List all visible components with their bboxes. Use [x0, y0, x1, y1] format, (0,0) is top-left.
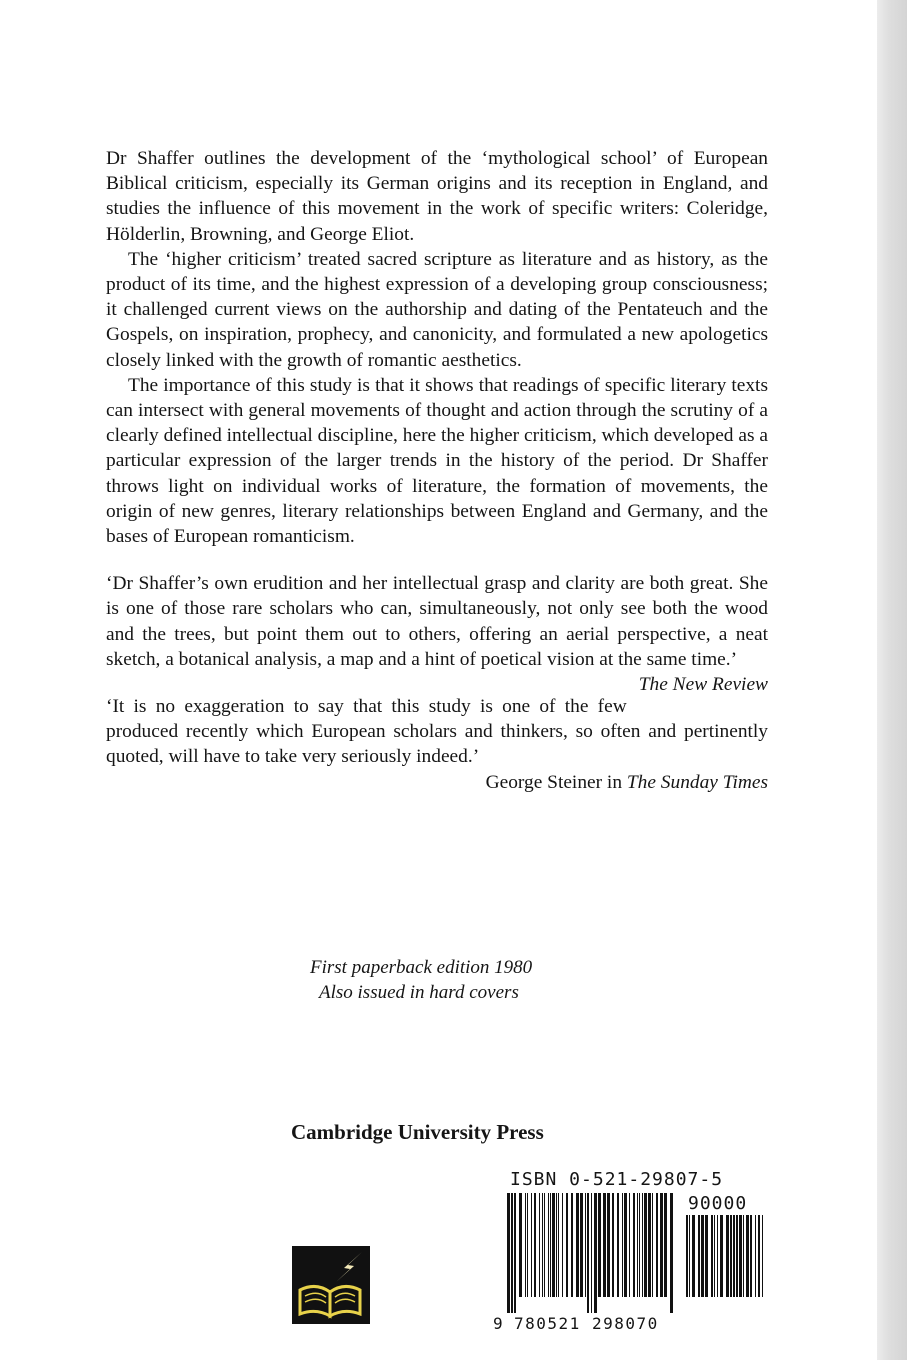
barcode-bar: [576, 1193, 579, 1297]
barcode-bar: [556, 1193, 557, 1297]
ean-first-digit: 9: [493, 1314, 503, 1333]
barcode-bar: [542, 1193, 543, 1297]
review-attribution: George Steiner in: [485, 771, 623, 793]
barcode-bar: [598, 1193, 601, 1297]
barcode-bar: [660, 1193, 663, 1297]
barcode-bar: [511, 1193, 513, 1313]
barcode-bar: [652, 1193, 653, 1297]
barcode-bar: [717, 1215, 718, 1297]
barcode-bar: [548, 1193, 549, 1297]
barcode-bar: [617, 1193, 619, 1297]
barcode-bar: [750, 1215, 752, 1297]
barcode-bar: [544, 1193, 545, 1297]
barcode-bar: [566, 1193, 568, 1297]
back-cover-text: [106, 146, 768, 795]
barcode-bar: [612, 1193, 614, 1297]
barcode-main: [507, 1193, 679, 1313]
barcode-bar: [755, 1215, 756, 1297]
barcode-bar: [698, 1215, 700, 1297]
barcode-bar: [720, 1215, 723, 1297]
barcode-bar: [550, 1193, 551, 1297]
review-citation: [106, 770, 768, 795]
barcode-bar: [711, 1215, 713, 1297]
isbn-label: ISBN 0-521-29807-5: [510, 1169, 724, 1190]
description-paragraph-1: Dr Shaffer outlines the development of the ‘mythological school’ of European Biblical criticism, especially its German origins and its reception in England, and studies the influence of this movement in the work of specific writers: Coleridge, Hölderlin, Browning, and George Eliot.: [106, 148, 768, 245]
barcode-bar: [591, 1193, 592, 1313]
barcode-bar: [514, 1193, 516, 1313]
barcode-bar: [552, 1193, 555, 1297]
barcode-bar: [629, 1193, 630, 1297]
barcode-bar: [656, 1193, 658, 1297]
review-source: The Sunday Times: [626, 771, 768, 793]
price-code: 90000: [688, 1193, 748, 1214]
barcode-bar: [633, 1193, 635, 1297]
barcode-bar: [642, 1193, 643, 1297]
barcode-bar: [746, 1215, 749, 1297]
barcode-bar: [670, 1193, 673, 1313]
review-source: The New Review: [638, 674, 768, 696]
barcode-bar: [739, 1215, 742, 1297]
barcode-bar: [705, 1215, 708, 1297]
barcode-bar: [726, 1215, 729, 1297]
barcode-bar: [580, 1193, 583, 1297]
barcode-bar: [525, 1193, 526, 1297]
barcode-bar: [644, 1193, 647, 1297]
barcode-bar: [664, 1193, 667, 1297]
barcode-bar: [701, 1215, 704, 1297]
barcode-bar: [519, 1193, 522, 1297]
barcode-bar: [733, 1215, 735, 1297]
edition-note: [300, 955, 610, 1005]
barcode-bar: [736, 1215, 738, 1297]
open-book-logo-icon: [292, 1246, 370, 1324]
barcode-bar: [507, 1193, 510, 1313]
book-description: [106, 146, 768, 549]
barcode-bar: [562, 1193, 563, 1297]
barcode-bar: [607, 1193, 610, 1297]
barcode-bar: [539, 1193, 540, 1297]
review-text: ‘Dr Shaffer’s own erudition and her intellectual grasp and clarity are both great. She is one of those rare scholars who can, simultaneously, not only see both the wood and the trees, but point them out to others, offering an aerial perspective, a neat sketch, a botanical analysis, a map and a hint of poetical vision at the same time.’: [106, 573, 768, 670]
barcode-bar: [622, 1193, 623, 1297]
barcode-bar: [585, 1193, 586, 1297]
barcode-bar: [686, 1215, 688, 1297]
barcode-addon: [686, 1215, 768, 1313]
barcode-bar: [624, 1193, 627, 1297]
barcode-bar: [743, 1215, 744, 1297]
barcode-bar: [637, 1193, 638, 1297]
barcode-bar: [758, 1215, 760, 1297]
edition-line-1: First paperback edition 1980: [310, 957, 533, 978]
review-quote-sunday-times: [106, 694, 768, 795]
ean-left-digits: 780521: [514, 1314, 581, 1333]
barcode-bar: [730, 1215, 732, 1297]
barcode-bar: [587, 1193, 589, 1313]
publisher-name: Cambridge University Press: [291, 1120, 544, 1144]
barcode-bar: [531, 1193, 532, 1297]
barcode-bar: [594, 1193, 597, 1313]
barcode-bar: [603, 1193, 606, 1297]
barcode-bar: [527, 1193, 528, 1297]
page-edge-shadow: [877, 0, 907, 1360]
review-quote-new-review: [106, 571, 768, 696]
description-paragraph-2: The ‘higher criticism’ treated sacred scripture as literature and as history, as the product of its time, and the highest expression of a developing group consciousness; it challenged current views on the authorship and dating of the Pentateuch and the Gospels, on inspiration, prophecy, and canonicity, and formulated a new apologetics closely linked with the growth of romantic aesthetics.: [106, 248, 768, 371]
barcode-bar: [714, 1215, 715, 1297]
edition-line-2: Also issued in hard covers: [319, 982, 519, 1003]
barcode-bar: [534, 1193, 536, 1297]
barcode-bar: [692, 1215, 695, 1297]
barcode-bar: [689, 1215, 690, 1297]
barcode-bar: [558, 1193, 559, 1297]
review-text: ‘It is no exaggeration to say that this study is one of the few produced recently which European scholars and thinkers, so often and pertinently quoted, will have to take very seriously indeed.’: [106, 696, 768, 768]
barcode-bar: [571, 1193, 573, 1297]
barcode-bar: [639, 1193, 640, 1297]
barcode-bar: [762, 1215, 763, 1297]
ean-right-digits: 298070: [592, 1314, 659, 1333]
barcode-bar: [648, 1193, 651, 1297]
description-paragraph-3: The importance of this study is that it shows that readings of specific literary texts can intersect with general movements of thought and action through the scrutiny of a clearly defined intellectual discipline, here the higher criticism, which developed as a particular expression of the larger trends in the history of the period. Dr Shaffer throws light on individual works of literature, the formation of movements, the origin of new genres, literary relationships between England and Germany, and the bases of European romanticism.: [106, 374, 768, 548]
